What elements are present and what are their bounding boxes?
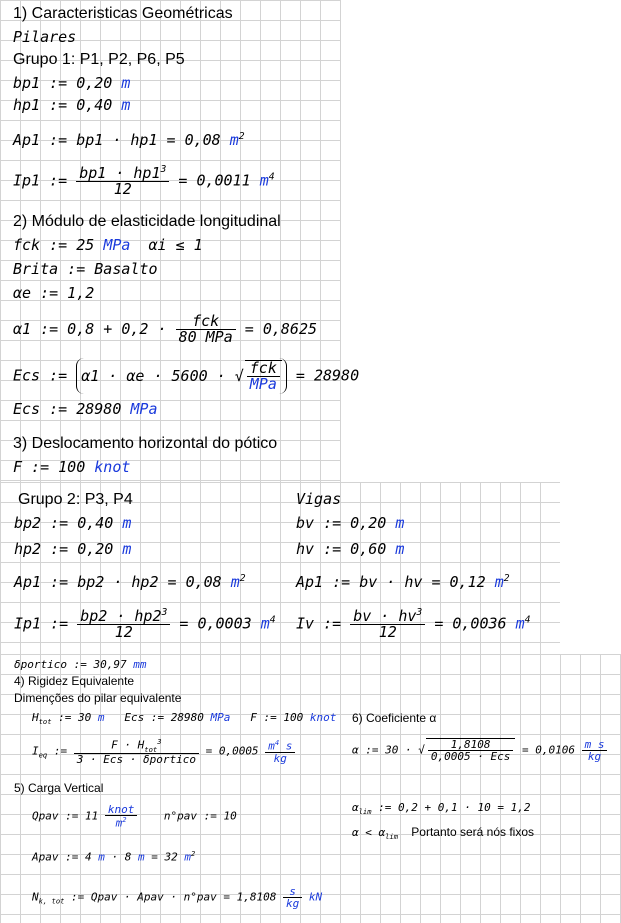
eq-bp2: bp2 := 0,40 m — [14, 514, 132, 532]
eq-bp1: bp1 := 0,20 m — [13, 74, 131, 92]
heading-rigidez: 4) Rigidez Equivalente — [14, 674, 135, 688]
eq-bv: bv := 0,20 m — [296, 514, 405, 532]
eq-brita: Brita := Basalto — [13, 260, 158, 278]
label-grupo1: Grupo 1: P1, P2, P6, P5 — [13, 51, 185, 68]
eq-ip1: Ip1 := $\frac{bp1 \cdot hp1^3}{12}$ = 0,0011 $m^4$ — [13, 164, 275, 198]
section-rigidez-carga — [0, 654, 621, 923]
heading-deslocamento: 3) Deslocamento horizontal do pótico — [13, 435, 278, 452]
eq-htot: $H_{tot}$ := 30 m Ecs := 28980 MPa F := 100 knot — [32, 711, 337, 727]
eq-ieq: $I_{eq}$ := $\frac{F \cdot H_{tot}^3}{\text{3 · Ecs · δportico}}$ = 0,0005 $\frac{m^4 s}{kg}$ — [32, 738, 295, 765]
label-dimencoes: Dimenções do pilar equivalente — [14, 691, 182, 705]
eq-hp1: hp1 := 0,40 m — [13, 96, 131, 114]
eq-ap1-g2: Ap1 := bp2 · hp2 = 0,08 $m^2$ — [14, 573, 246, 591]
eq-ecs-value: Ecs := 28980 MPa — [13, 400, 158, 418]
eq-hp2: hp2 := 0,20 m — [14, 540, 132, 558]
label-grupo2: Grupo 2: P3, P4 — [18, 491, 133, 508]
heading-modulo: 2) Módulo de elasticidade longitudinal — [13, 213, 281, 230]
heading-caracteristicas: 1) Caracteristicas Geométricas — [13, 5, 233, 22]
eq-nk-tot: $N_{k, tot}$ := Qpav · Apav · n°pav = 1,8108 $\frac{s}{kg}$ kN — [32, 885, 323, 910]
eq-hv: hv := 0,60 m — [296, 540, 405, 558]
eq-alpha-compare: $\alpha < \alpha_{lim}$ Portanto será nós fixos — [352, 825, 535, 842]
label-pilares: Pilares — [13, 28, 77, 46]
eq-ap1: Ap1 := bp1 · hp1 = 0,08 $m^2$ — [13, 131, 245, 149]
eq-iv: Iv := $\frac{bv \cdot hv^3}{12}$ = 0,0036 $m^4$ — [296, 607, 531, 641]
eq-apav: Apav := 4 m · 8 m = 32 $m^2$ — [32, 849, 196, 864]
eq-ip1-g2: Ip1 := $\frac{bp2 \cdot hp2^3}{12}$ = 0,0003 $m^4$ — [14, 607, 276, 641]
heading-coeficiente: 6) Coeficiente α — [352, 711, 437, 725]
section-grupo2-vigas — [0, 482, 560, 654]
heading-carga: 5) Carga Vertical — [14, 781, 104, 795]
eq-qpav: Qpav := 11 $\frac{\text{knot}}{m^2}$ n°pav := 10 — [32, 803, 237, 830]
eq-ap-viga: Ap1 := bv · hv = 0,12 $m^2$ — [296, 573, 510, 591]
eq-ecs: Ecs := α1 · αe · 5600 · √ $\frac{\text{fck}}{\text{MPa}}$ = 28980 — [13, 359, 360, 393]
eq-delta-portico: δportico := 30,97 mm — [14, 658, 147, 671]
label-vigas: Vigas — [296, 490, 342, 508]
eq-alpha: α := 30 · √ $\frac{1,8108}{\text{0,0005 · Ecs}}$ = 0,0106 $\frac{\text{m s}}{kg}$ — [352, 738, 607, 762]
eq-alpha1: α1 := 0,8 + 0,2 · $\frac{\text{fck}}{\text{80 MPa}}$ = 0,8625 — [13, 312, 318, 346]
section-geometria — [0, 0, 360, 482]
eq-fck: fck := 25 MPa αi ≤ 1 — [13, 236, 203, 254]
eq-alpha-lim: $\alpha_{lim}$ := 0,2 + 0,1 · 10 = 1,2 — [352, 801, 531, 817]
eq-alpha-e: αe := 1,2 — [13, 284, 95, 302]
eq-f: F := 100 knot — [13, 458, 131, 476]
